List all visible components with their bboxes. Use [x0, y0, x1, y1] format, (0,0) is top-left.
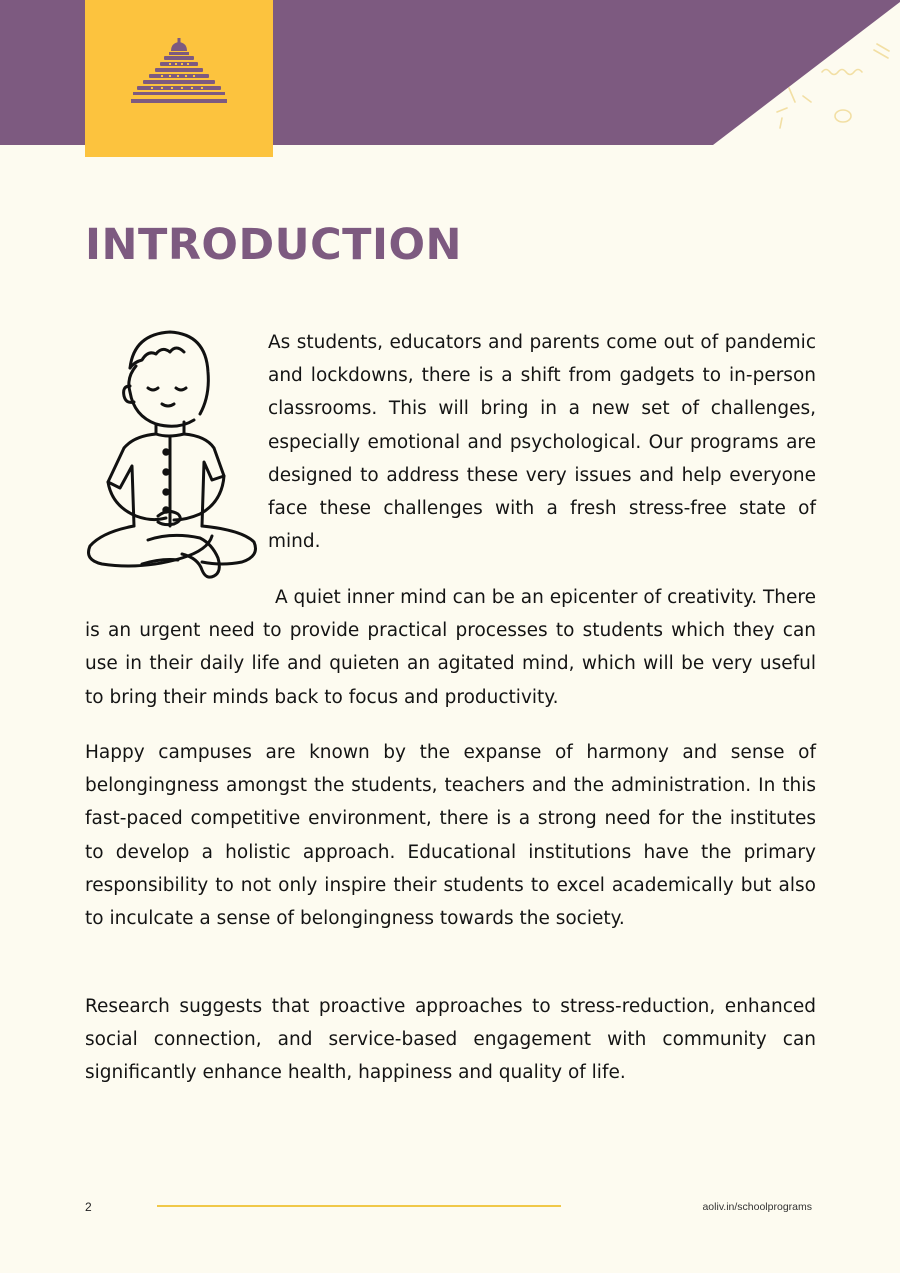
footer-divider	[157, 1205, 561, 1207]
footer-url[interactable]: aoliv.in/schoolprograms	[702, 1201, 812, 1213]
intro-paragraph-4: Research suggests that proactive approaches to stress-reduction, enhanced social connection, and service-based engagement with community can significantly enhance health, happiness and quality of life.	[85, 996, 816, 1084]
intro-paragraph-1: As students, educators and parents come out of pandemic and lockdowns, there is a shift from gadgets to in-person classrooms. This will bring in a new set of challenges, especially emotional and psychological. Our programs are designed to address these very issues and help everyone face these challenges with a fresh stress-free state of mind.	[268, 332, 816, 553]
logo-box	[85, 0, 273, 157]
meditating-child-illustration	[82, 326, 262, 586]
intro-paragraph-2: A quiet inner mind can be an epicenter of creativity. There is an urgent need to provide practical processes to students which they can use in their daily life and quieten an agitated mind, which will be very useful to bring their minds back to focus and productivity.	[85, 587, 816, 708]
intro-paragraph-3: Happy campuses are known by the expanse of harmony and sense of belongingness amongst the students, teachers and the administration. In this fast-paced competitive environment, there is a strong need for the institutes to develop a holistic approach. Educational institutions have the primary responsibility to not only inspire their students to excel academically but also to inculcate a sense of belongingness towards the society.	[85, 742, 816, 930]
page-number: 2	[85, 1200, 92, 1214]
page-title: INTRODUCTION	[85, 220, 463, 270]
temple-tiers-icon	[131, 38, 227, 110]
